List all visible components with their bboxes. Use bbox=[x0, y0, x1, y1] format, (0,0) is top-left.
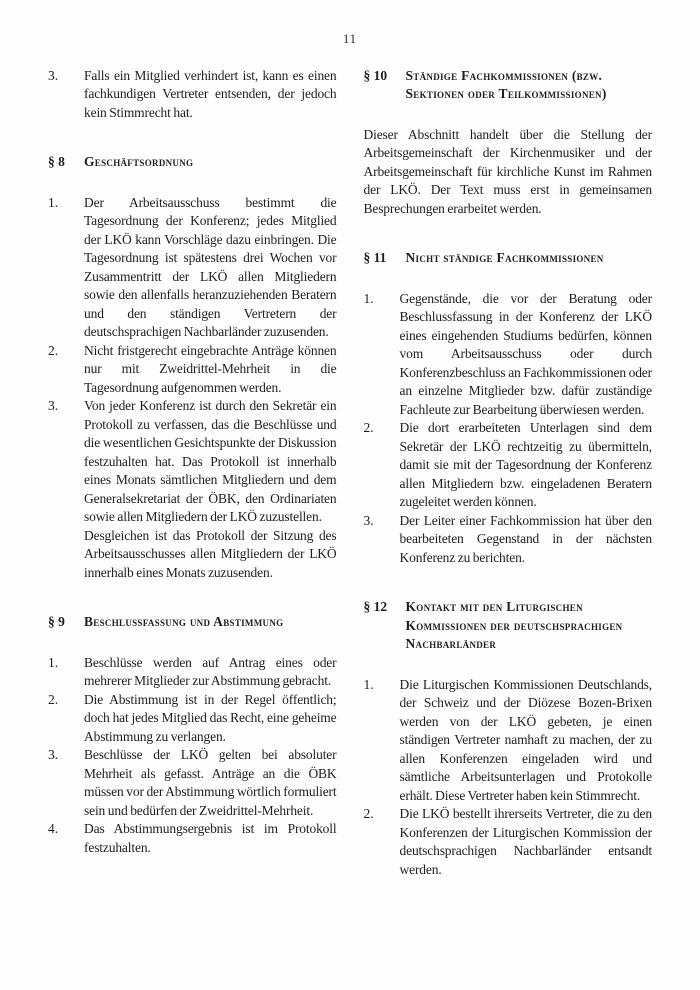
item-text: Falls ein Mitglied verhindert ist, kann es einen fachkundigen Vertreter entsenden, der jedoch kein Stimmrecht hat. bbox=[84, 67, 337, 120]
item-number: 1. bbox=[48, 194, 59, 210]
item-text: Gegenstände, die vor der Beratung oder Beschlussfassung in der Konferenz der LKÖ eines eingehenden Studiums bedürfen, können vom Arbeitsausschuss oder durch Konferenzbeschluss an Fachkommissionen oder an einzelne Mitglieder bzw. dafür zuständige Fachleute zur Bearbeitung überwiesen werden. bbox=[399, 290, 652, 417]
item-text: Die Abstimmung ist in der Regel öffentlich; doch hat jedes Mitglied das Recht, eine geheime Abstimmung zu verlangen. bbox=[84, 691, 337, 744]
section-label: § 10 bbox=[363, 67, 388, 83]
list-item bbox=[48, 397, 337, 527]
item-text: Desgleichen ist das Protokoll der Sitzung des Arbeitsausschusses allen Mitgliedern der LKÖ innerhalb eines Monats zuzusenden. bbox=[84, 527, 337, 580]
list-item bbox=[364, 676, 653, 806]
page-number: 11 bbox=[342, 32, 358, 46]
section-label: § 11 bbox=[363, 250, 387, 265]
item-text: Von jeder Konferenz ist durch den Sekretär ein Protokoll zu verfassen, das die Beschlüsse und die wesentlichen Gesichtspunkte der Diskussion festzuhalten hat. Das Protokoll ist innerhalb eines Monats sämtlichen Mitgliedern und dem Generalsekretariat der ÖBK, den Ordinariaten sowie allen Mitgliedern der LKÖ zuzustellen. bbox=[84, 398, 337, 524]
item-number: 1. bbox=[363, 290, 374, 306]
item-number: 1. bbox=[48, 654, 59, 670]
left-column bbox=[48, 67, 337, 880]
list-item bbox=[48, 654, 337, 691]
section-label: § 12 bbox=[363, 599, 388, 614]
section-title: Ständige Fachkommissionen (bzw. Sektionen oder Teilkommissionen) bbox=[405, 67, 607, 101]
item-text: Die LKÖ bestellt ihrerseits Vertreter, die zu den Konferenzen der Liturgischen Kommission der deutschsprachigen Nachbarländer entsandt werden. bbox=[399, 806, 652, 877]
section-heading-12 bbox=[364, 598, 653, 654]
item-number: 2. bbox=[48, 342, 59, 358]
item-number bbox=[48, 527, 84, 583]
item-number: 3. bbox=[48, 747, 59, 762]
item-number: 3. bbox=[48, 398, 59, 413]
list-item bbox=[48, 194, 337, 342]
section-heading-8 bbox=[48, 153, 337, 172]
item-text: Der Leiter einer Fachkommission hat über den bearbeiteten Gegenstand in der nächsten Konferenz zu berichten. bbox=[399, 512, 652, 565]
list-item bbox=[48, 527, 337, 583]
section-heading-9 bbox=[48, 613, 337, 632]
item-text: Der Arbeitsausschuss bestimmt die Tagesordnung der Konferenz; jedes Mitglied der LKÖ kann Vorschläge dazu einbringen. Die Tagesordnung ist spätestens drei Wochen vor Zusammentritt der LKÖ allen Mitgliedern sowie den allenfalls heranzuziehenden Beratern und den ständigen Vertretern der deutschsprachigen Nachbarländer zuzusenden. bbox=[84, 194, 337, 339]
item-text: Nicht fristgerecht eingebrachte Anträge können nur mit Zweidrittel-Mehrheit in die Tagesordnung aufgenommen werden. bbox=[84, 342, 337, 395]
two-column-layout bbox=[48, 67, 652, 880]
item-text: Die Liturgischen Kommissionen Deutschlands, der Schweiz und der Diözese Bozen-Brixen werden von der LKÖ gebeten, je einen ständigen Vertreter namhaft zu machen, der zu allen Konferenzen eingeladen wird und sämtliche Arbeitsunterlagen und Protokolle erhält. Diese Vertreter haben kein Stimmrecht. bbox=[399, 676, 652, 803]
list-item bbox=[364, 290, 653, 420]
list-item bbox=[48, 67, 337, 123]
section-heading-10 bbox=[364, 67, 653, 104]
item-text: Die dort erarbeiteten Unterlagen sind dem Sekretär der LKÖ rechtzeitig zu übermitteln, damit sie mit der Tagesordnung der Konferenz allen Mitgliedern bzw. eingeladenen Beratern zugeleitet werden können. bbox=[399, 420, 652, 509]
item-text: Beschlüsse der LKÖ gelten bei absoluter Mehrheit als gefasst. Anträge an die ÖBK müssen vor der Abstimmung wörtlich formuliert sein und bedürfen der Zweidrittel-Mehrheit. bbox=[84, 747, 337, 818]
item-number: 2. bbox=[363, 420, 374, 435]
item-number: 2. bbox=[48, 691, 59, 707]
list-item bbox=[48, 746, 337, 820]
list-item bbox=[364, 805, 653, 879]
item-number: 4. bbox=[48, 821, 59, 836]
item-number: 3. bbox=[363, 512, 374, 528]
list-item bbox=[364, 512, 653, 568]
list-item bbox=[364, 419, 653, 512]
list-item bbox=[48, 820, 337, 857]
item-text: Beschlüsse werden auf Antrag eines oder mehrerer Mitglieder zur Abstimmung gebracht. bbox=[84, 654, 337, 688]
right-column bbox=[364, 67, 653, 880]
list-item bbox=[48, 691, 337, 747]
item-text: Das Abstimmungsergebnis ist im Protokoll festzuhalten. bbox=[84, 821, 337, 855]
item-number: 1. bbox=[363, 676, 374, 692]
section-title: Geschäftsordnung bbox=[84, 154, 194, 169]
section-title: Kontakt mit den Liturgischen Kommissionen der deutschsprachigen Nachbarländer bbox=[405, 599, 623, 651]
item-number: 2. bbox=[363, 806, 374, 821]
section-label: § 8 bbox=[48, 154, 65, 169]
list-item bbox=[48, 342, 337, 398]
section-label: § 9 bbox=[48, 614, 65, 629]
item-number: 3. bbox=[48, 67, 59, 83]
section-title: Beschlussfassung und Abstimmung bbox=[84, 614, 284, 629]
body-paragraph: Dieser Abschnitt handelt über die Stellung der Arbeitsgemeinschaft der Kirchenmusiker und der Arbeitsgemeinschaft für kirchliche Kunst im Rahmen der LKÖ. Der Text muss erst in gemeinsamen Besprechungen erarbeitet werden. bbox=[363, 126, 652, 216]
section-title: Nicht ständige Fachkommissionen bbox=[405, 250, 604, 265]
section-heading-11 bbox=[364, 249, 653, 268]
